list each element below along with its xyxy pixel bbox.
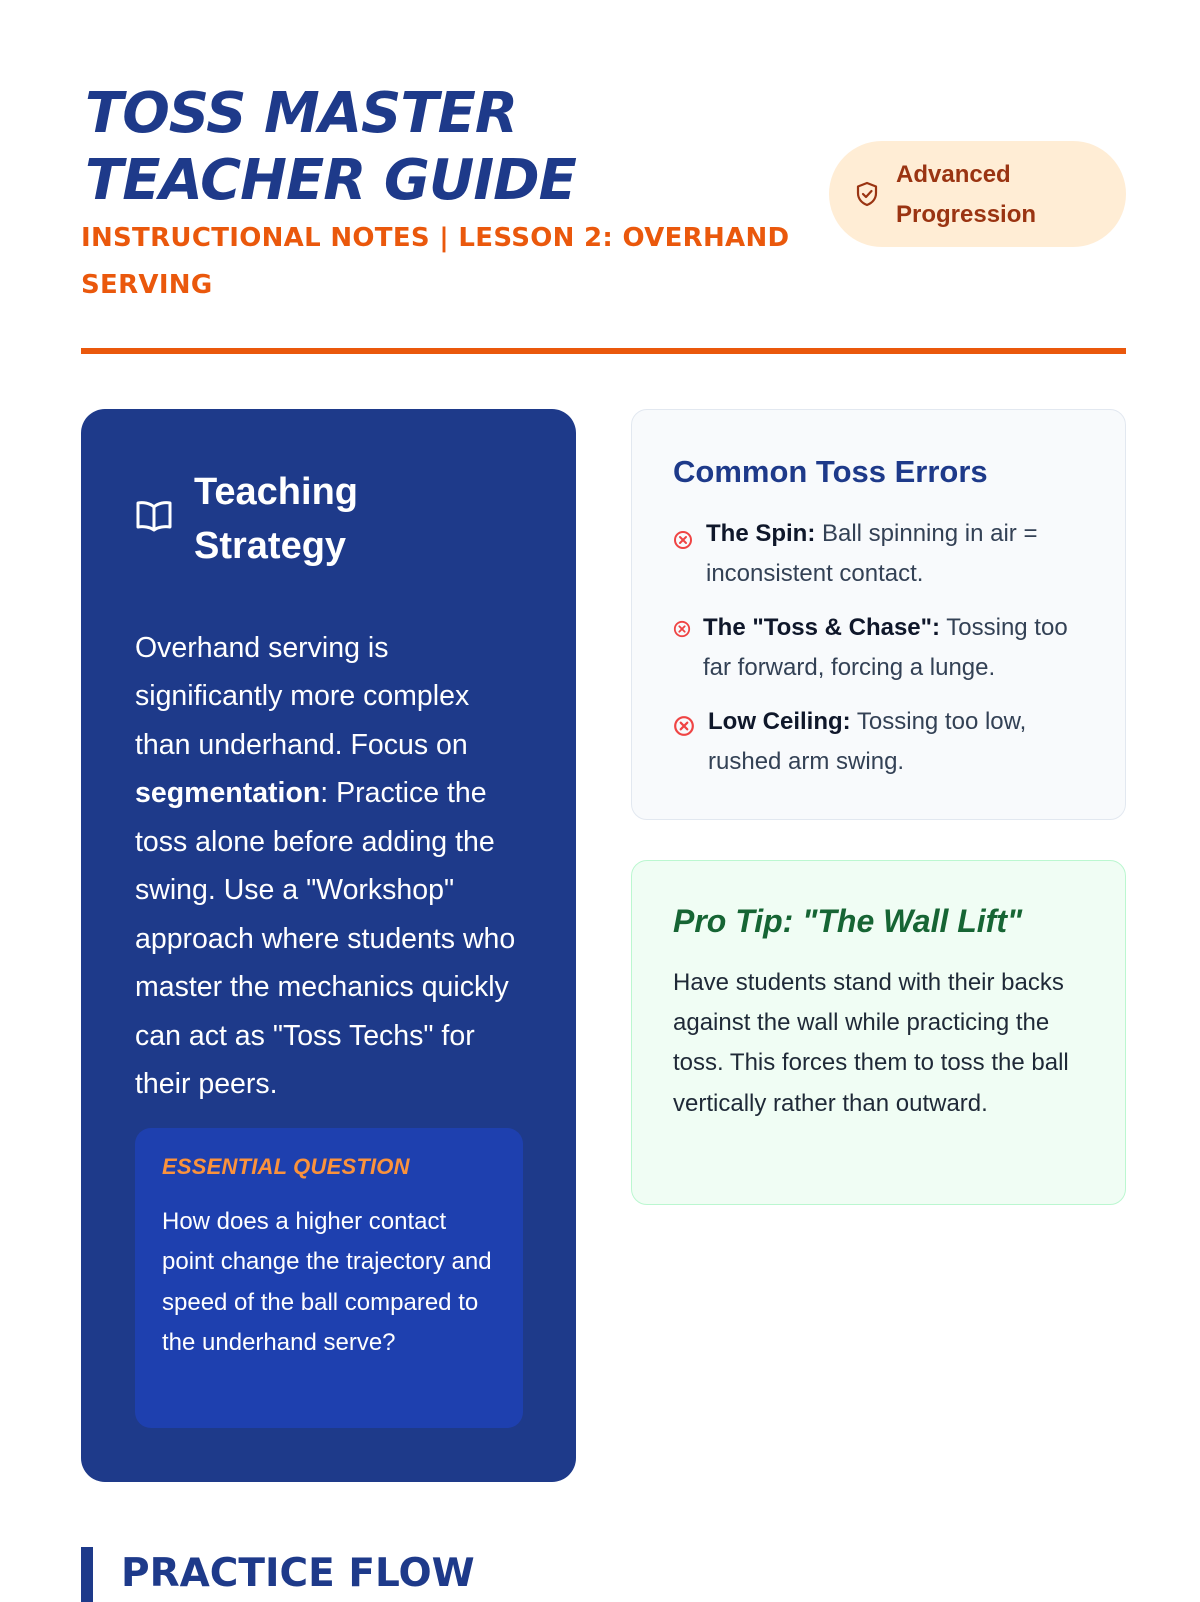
- essential-question-text: How does a higher contact point change the trajectory and speed of the ball compared to the underhand serve?: [162, 1208, 492, 1356]
- title-line-1: TOSS MASTER: [85, 81, 517, 146]
- error-text: [708, 702, 1088, 782]
- teaching-strategy-card: [81, 409, 576, 1482]
- essential-question-box: [135, 1128, 523, 1428]
- error-text: [706, 514, 1091, 594]
- essential-question-label: ESSENTIAL QUESTION: [162, 1154, 410, 1179]
- level-badge-label: Advanced Progression: [896, 161, 1037, 228]
- x-circle-icon: [673, 530, 693, 550]
- header-divider: [81, 348, 1126, 354]
- teaching-strategy-body: [135, 624, 530, 1109]
- x-circle-icon: [673, 715, 695, 737]
- page: [81, 0, 1126, 1600]
- book-open-icon: [135, 499, 173, 533]
- page-subtitle: INSTRUCTIONAL NOTES | LESSON 2: OVERHAND SERVING: [81, 223, 790, 300]
- title-line-2: TEACHER GUIDE: [85, 148, 576, 213]
- common-errors-title: Common Toss Errors: [673, 454, 988, 489]
- practice-flow-heading: PRACTICE FLOW: [121, 1551, 475, 1596]
- common-errors-card: [631, 409, 1126, 820]
- error-description: Ball spinning in air = inconsistent contact.: [706, 520, 1038, 587]
- page-title: [85, 80, 576, 214]
- level-badge: [829, 141, 1126, 247]
- body-intro: Overhand serving is significantly more complex than underhand. Focus on: [135, 631, 470, 761]
- body-rest: : Practice the toss alone before adding the swing. Use a "Workshop" approach where students who master the mechanics quickly can act as "Toss Techs" for their peers.: [135, 777, 516, 1100]
- error-label: The "Toss & Chase":: [703, 614, 941, 641]
- pro-tip-text: Have students stand with their backs against the wall while practicing the toss. This forces them to toss the ball vertically rather than outward.: [673, 969, 1069, 1117]
- error-description: Tossing too far forward, forcing a lunge.: [703, 614, 1068, 681]
- teaching-strategy-title: Teaching Strategy: [194, 471, 358, 567]
- x-circle-icon: [673, 620, 691, 638]
- body-bold: segmentation: [135, 777, 321, 809]
- shield-check-icon: [855, 181, 879, 207]
- pro-tip-card: [631, 860, 1126, 1205]
- error-description: Tossing too low, rushed arm swing.: [708, 708, 1027, 775]
- pro-tip-title: Pro Tip: "The Wall Lift": [673, 903, 1023, 939]
- error-label: Low Ceiling:: [708, 708, 851, 735]
- practice-flow-accent-bar: [81, 1547, 93, 1602]
- error-label: The Spin:: [706, 520, 816, 547]
- error-text: [703, 608, 1093, 688]
